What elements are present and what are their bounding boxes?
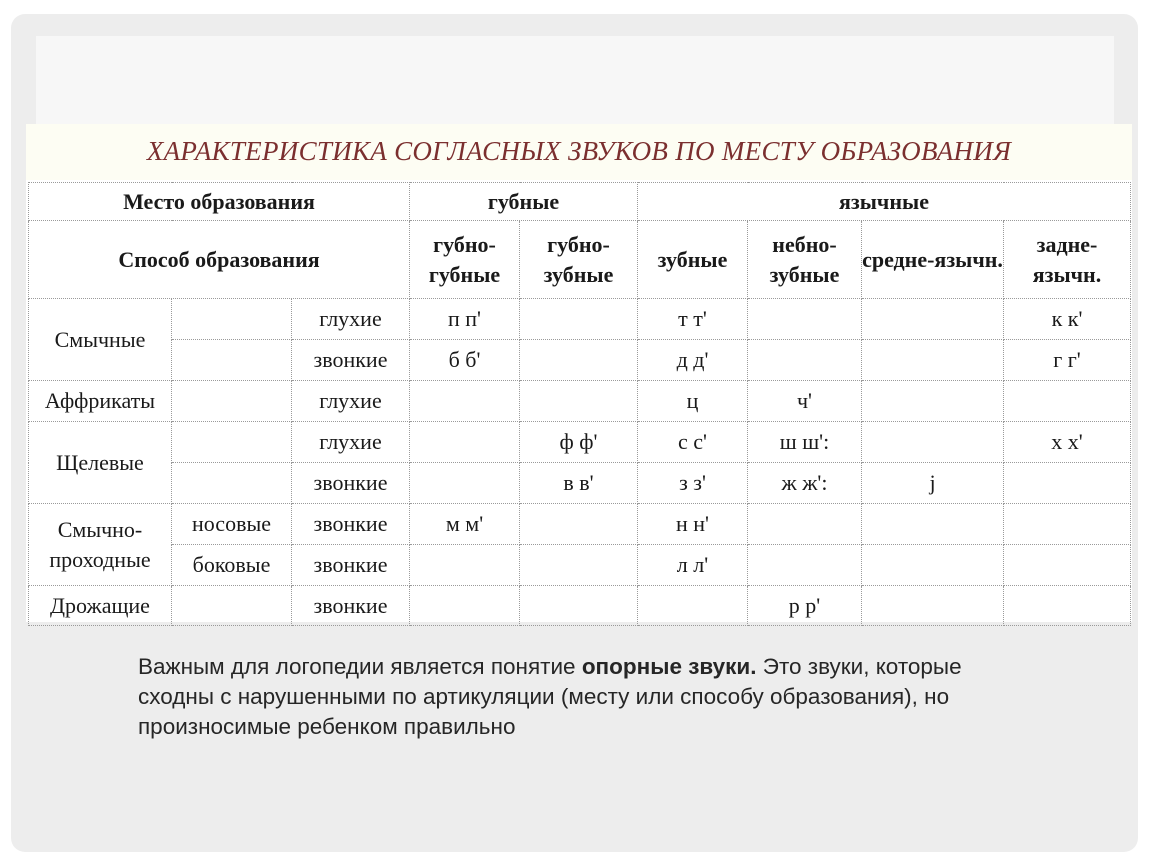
voicing-label: звонкие — [292, 340, 410, 381]
header-row-place — [29, 183, 1131, 221]
sound-cell: в в' — [520, 463, 638, 504]
sound-cell: м м' — [410, 504, 520, 545]
sound-cell — [410, 463, 520, 504]
sound-cell — [862, 586, 1004, 626]
row-label-sonorants: Смычно-проходные — [29, 504, 172, 586]
empty-cell — [172, 586, 292, 626]
body-text-start: Важным для логопедии является понятие — [138, 654, 582, 679]
sound-cell: х х' — [1004, 422, 1131, 463]
sound-cell — [862, 545, 1004, 586]
empty-cell — [172, 381, 292, 422]
sound-cell — [520, 381, 638, 422]
empty-cell — [172, 422, 292, 463]
header-col-5: средне-язычн. — [862, 221, 1004, 299]
sound-cell: j — [862, 463, 1004, 504]
sound-cell: ф ф' — [520, 422, 638, 463]
sound-cell — [520, 586, 638, 626]
sound-cell: ц — [638, 381, 748, 422]
header-row-method — [29, 221, 1131, 299]
body-paragraph — [138, 652, 1018, 742]
sound-cell — [862, 340, 1004, 381]
table-row — [29, 340, 1131, 381]
subtype-label: боковые — [172, 545, 292, 586]
sound-cell — [520, 340, 638, 381]
sound-cell — [410, 545, 520, 586]
row-label-affricates: Аффрикаты — [29, 381, 172, 422]
sound-cell: н н' — [638, 504, 748, 545]
table-row — [29, 463, 1131, 504]
sound-cell: ж ж': — [748, 463, 862, 504]
consonant-table-image — [26, 124, 1132, 622]
sound-cell: р р' — [748, 586, 862, 626]
sound-cell — [862, 422, 1004, 463]
table-row — [29, 545, 1131, 586]
table-row — [29, 586, 1131, 626]
voicing-label: звонкие — [292, 504, 410, 545]
header-place: Место образования — [29, 183, 410, 221]
empty-cell — [172, 340, 292, 381]
sound-cell: к к' — [1004, 299, 1131, 340]
table-row — [29, 299, 1131, 340]
table-row — [29, 422, 1131, 463]
sound-cell — [748, 504, 862, 545]
sound-cell — [748, 340, 862, 381]
sound-cell: д д' — [638, 340, 748, 381]
sound-cell — [1004, 381, 1131, 422]
table-row — [29, 381, 1131, 422]
body-text-bold: опорные звуки. — [581, 654, 757, 679]
empty-cell — [172, 299, 292, 340]
table-title: ХАРАКТЕРИСТИКА СОГЛАСНЫХ ЗВУКОВ ПО МЕСТУ ОБРАЗОВАНИЯ — [26, 124, 1132, 180]
sound-cell — [748, 545, 862, 586]
header-col-3: зубные — [638, 221, 748, 299]
subtype-label: носовые — [172, 504, 292, 545]
sound-cell — [1004, 504, 1131, 545]
sound-cell — [520, 545, 638, 586]
sound-cell — [1004, 545, 1131, 586]
sound-cell — [748, 299, 862, 340]
header-col-4: небно-зубные — [748, 221, 862, 299]
sound-cell — [862, 381, 1004, 422]
voicing-label: глухие — [292, 299, 410, 340]
header-lingual: язычные — [638, 183, 1131, 221]
sound-cell: ш ш': — [748, 422, 862, 463]
sound-cell — [638, 586, 748, 626]
sound-cell: т т' — [638, 299, 748, 340]
sound-cell — [1004, 463, 1131, 504]
row-label-trills: Дрожащие — [29, 586, 172, 626]
sound-cell — [410, 381, 520, 422]
header-band — [36, 36, 1114, 124]
body-text-end: Это звуки, которые сходны с нарушенными по артикуляции (месту или способу образования), но произносимые ребенком правильно — [138, 654, 962, 739]
sound-cell: п п' — [410, 299, 520, 340]
sound-cell: б б' — [410, 340, 520, 381]
sound-cell — [520, 299, 638, 340]
header-col-6: задне-язычн. — [1004, 221, 1131, 299]
consonant-table — [28, 182, 1131, 626]
sound-cell — [410, 586, 520, 626]
sound-cell — [520, 504, 638, 545]
sound-cell — [862, 299, 1004, 340]
voicing-label: звонкие — [292, 586, 410, 626]
header-labial: губные — [410, 183, 638, 221]
table-row — [29, 504, 1131, 545]
sound-cell: ч' — [748, 381, 862, 422]
sound-cell: с с' — [638, 422, 748, 463]
voicing-label: глухие — [292, 381, 410, 422]
row-label-stops: Смычные — [29, 299, 172, 381]
voicing-label: звонкие — [292, 463, 410, 504]
sound-cell: г г' — [1004, 340, 1131, 381]
voicing-label: звонкие — [292, 545, 410, 586]
header-method: Способ образования — [29, 221, 410, 299]
voicing-label: глухие — [292, 422, 410, 463]
sound-cell — [862, 504, 1004, 545]
empty-cell — [172, 463, 292, 504]
header-col-1: губно-губные — [410, 221, 520, 299]
sound-cell — [410, 422, 520, 463]
sound-cell — [1004, 586, 1131, 626]
header-col-2: губно-зубные — [520, 221, 638, 299]
row-label-fricatives: Щелевые — [29, 422, 172, 504]
sound-cell: з з' — [638, 463, 748, 504]
sound-cell: л л' — [638, 545, 748, 586]
